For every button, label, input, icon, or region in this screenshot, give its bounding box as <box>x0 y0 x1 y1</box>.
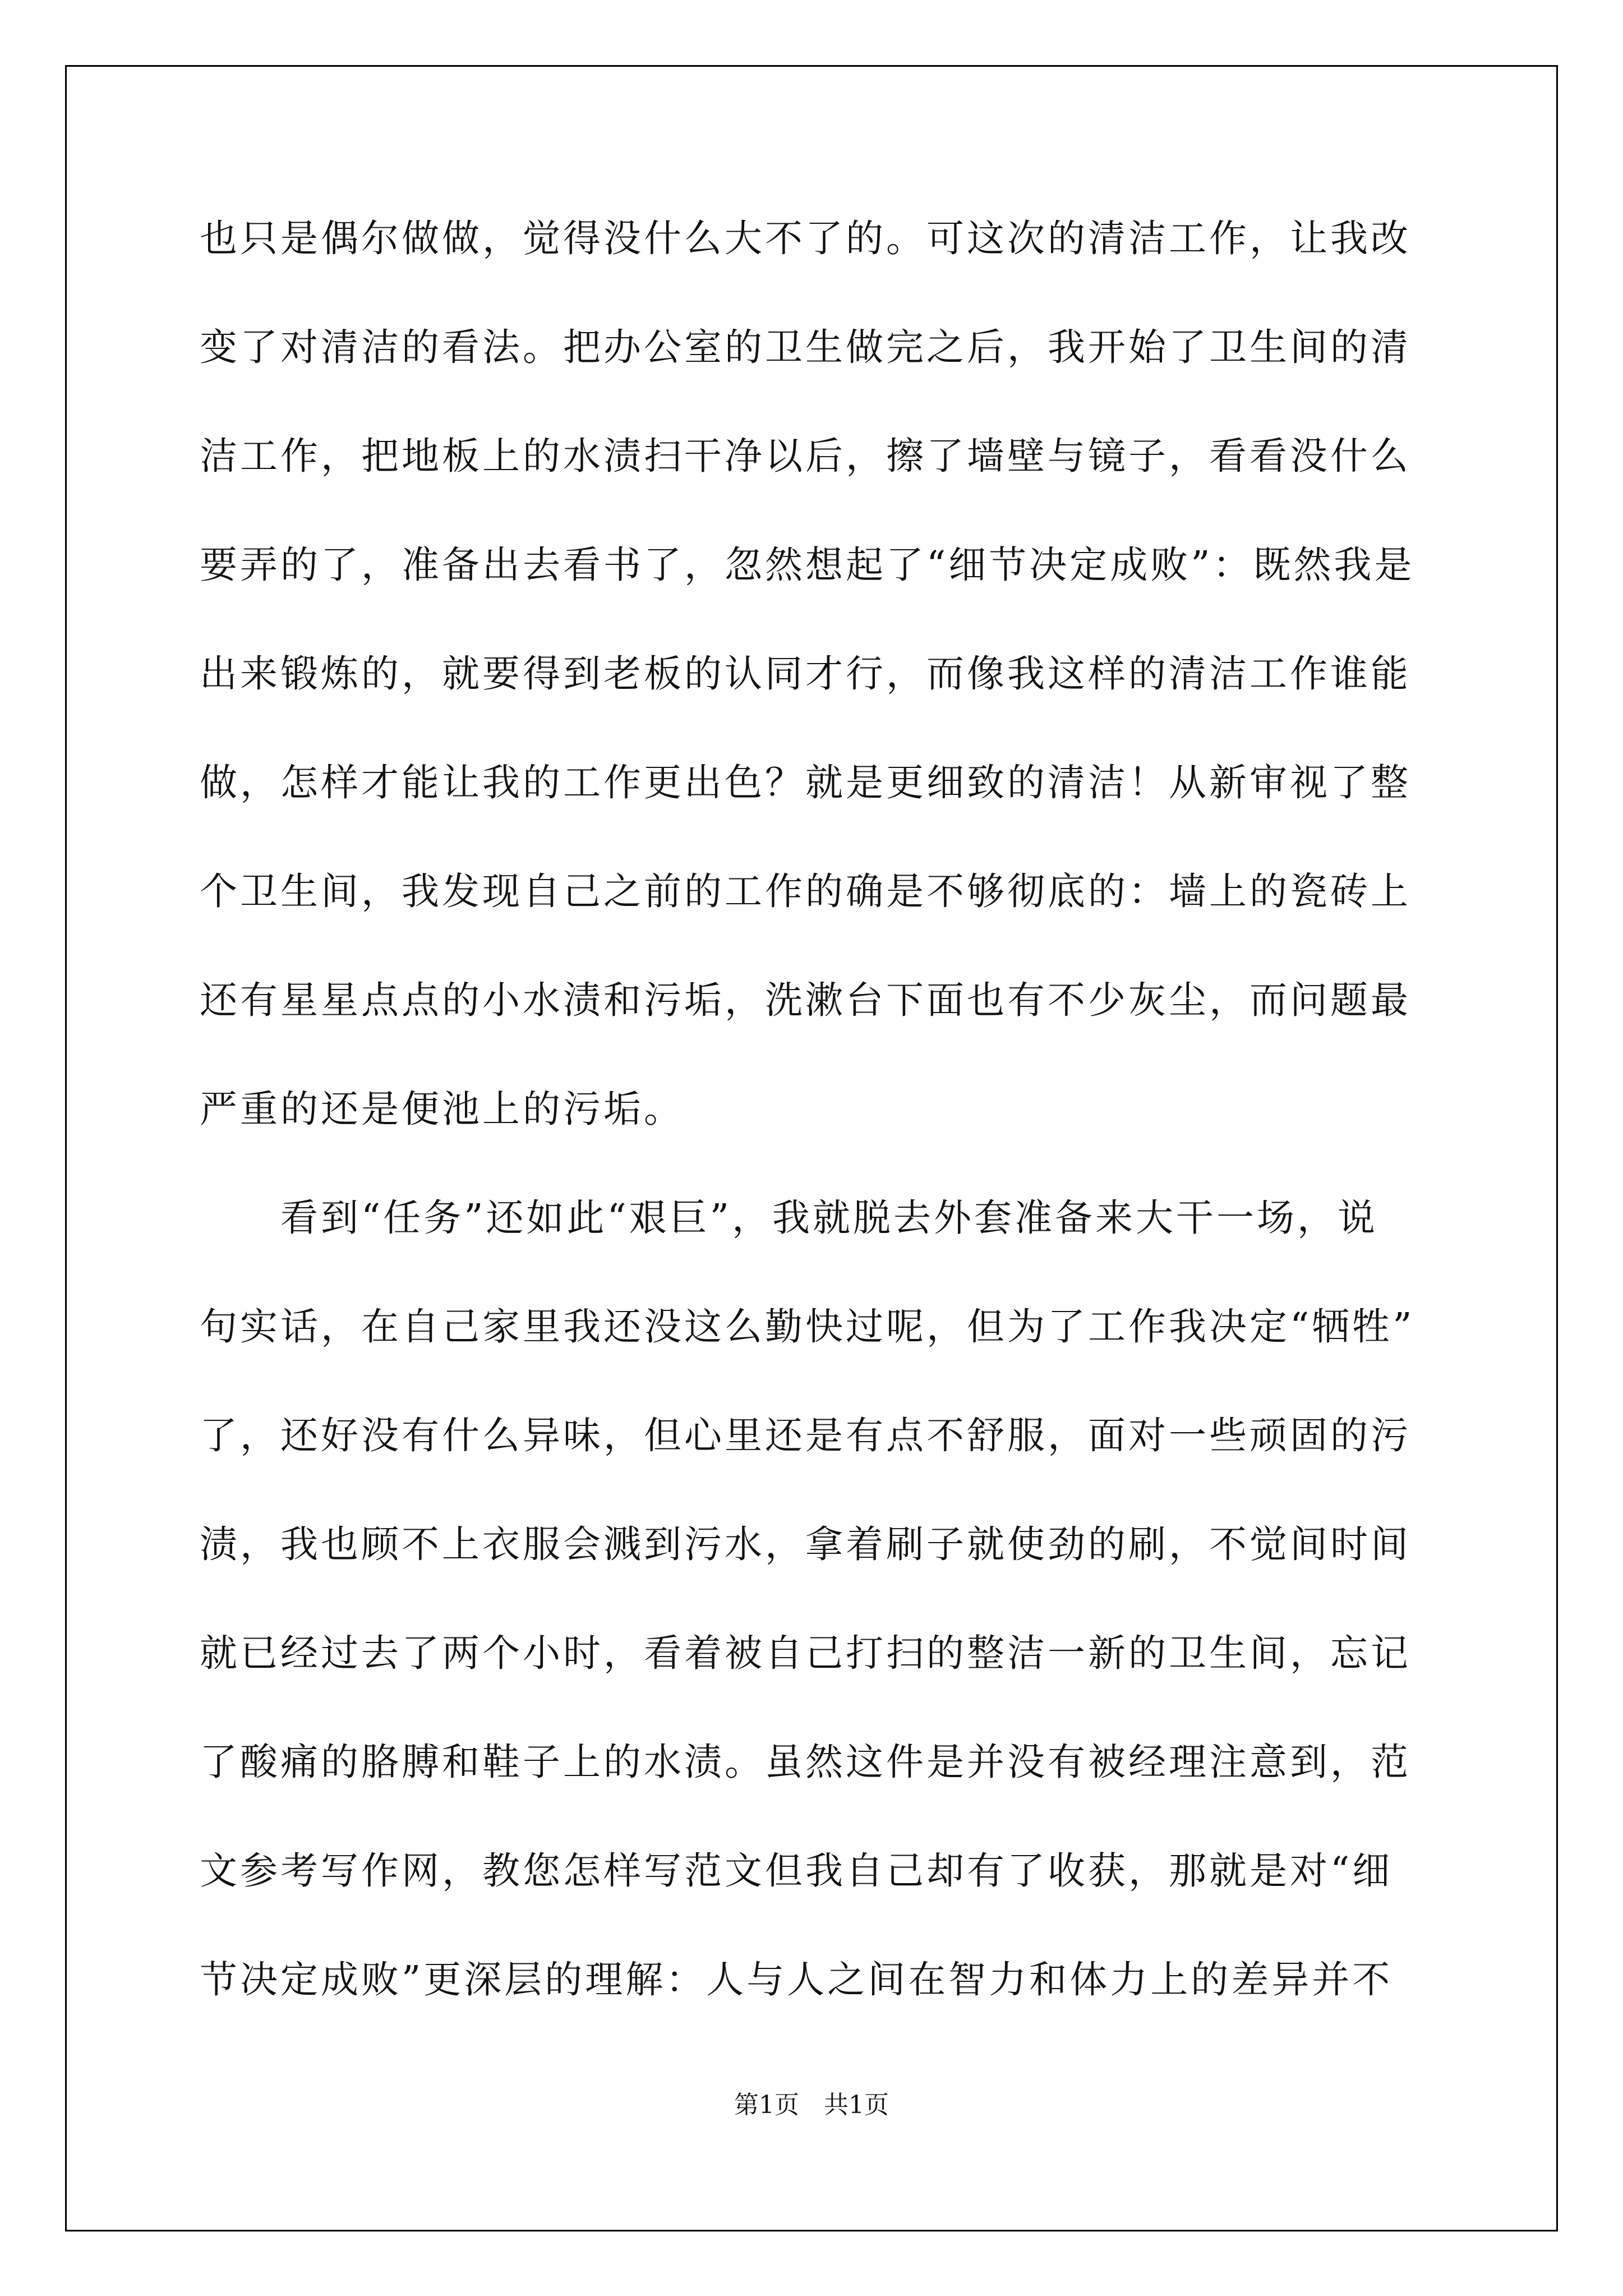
text-line: 了，还好没有什么异味，但心里还是有点不舒服，面对一些顽固的污 <box>200 1414 1411 1457</box>
document-body <box>200 208 1433 2058</box>
page-footer <box>0 2085 1623 2120</box>
text-line: 就已经过去了两个小时，看着被自己打扫的整洁一新的卫生间，忘记 <box>200 1631 1411 1675</box>
text-line: 渍，我也顾不上衣服会溅到污水，拿着刷子就使劲的刷，不觉间时间 <box>200 1522 1411 1566</box>
page-number: 第1页 <box>734 2091 799 2119</box>
text-line: 看到“任务”还如此“艰巨”，我就脱去外套准备来大干一场，说 <box>200 1196 1378 1240</box>
text-line: 出来锻炼的，就要得到老板的认同才行，而像我这样的清洁工作谁能 <box>200 652 1411 696</box>
text-line: 文参考写作网，教您怎样写范文但我自己却有了收获，那就是对“细 <box>200 1849 1393 1893</box>
text-line: 也只是偶尔做做，觉得没什么大不了的。可这次的清洁工作，让我改 <box>200 217 1411 260</box>
text-line: 变了对清洁的看法。把办公室的卫生做完之后，我开始了卫生间的清 <box>200 325 1411 369</box>
text-line: 节决定成败”更深层的理解：人与人之间在智力和体力上的差异并不 <box>200 1958 1393 2001</box>
page-total: 共1页 <box>824 2091 889 2119</box>
text-line: 个卫生间，我发现自己之前的工作的确是不够彻底的：墙上的瓷砖上 <box>200 869 1411 913</box>
text-line: 洁工作，把地板上的水渍扫干净以后，擦了墙壁与镜子，看看没什么 <box>200 434 1411 478</box>
text-line: 做，怎样才能让我的工作更出色？就是更细致的清洁！从新审视了整 <box>200 761 1411 804</box>
text-line: 句实话，在自己家里我还没这么勤快过呢，但为了工作我决定“牺牲” <box>200 1305 1415 1349</box>
text-line: 了酸痛的胳膊和鞋子上的水渍。虽然这件是并没有被经理注意到，范 <box>200 1740 1411 1784</box>
text-line: 还有星星点点的小水渍和污垢，洗漱台下面也有不少灰尘，而问题最 <box>200 978 1411 1022</box>
text-line: 严重的还是便池上的污垢。 <box>200 1087 684 1131</box>
text-line: 要弄的了，准备出去看书了，忽然想起了“细节决定成败”：既然我是 <box>200 543 1415 587</box>
